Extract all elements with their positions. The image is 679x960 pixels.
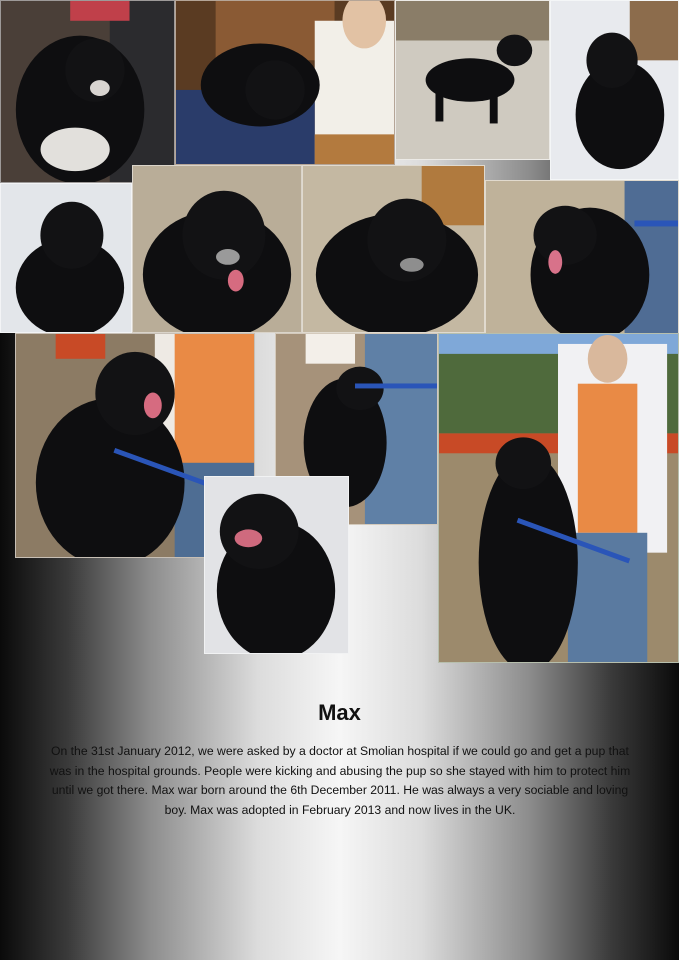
page-title: Max — [318, 700, 361, 725]
photo-puppy-standing-snow — [395, 0, 550, 160]
photo-dog-standing-with-boy — [438, 333, 679, 663]
story-text: On the 31st January 2012, we were asked by a doctor at Smolian hospital if we could go and get a pup that was in the hospital grounds. People were kicking and abusing the pup so she stayed with him to protect him until we got there. Max war born around the 6th December 2011. He was always a very sociable and loving boy. Max was adopted in February 2013 and now lives in the UK. — [49, 744, 631, 817]
photo-dog-closeup-white — [204, 476, 349, 654]
photo-puppy-closeup-snow — [0, 183, 132, 333]
photo-puppy-with-boy — [175, 0, 395, 165]
photo-dog-face-tongue — [132, 165, 302, 333]
photo-puppy-on-lap — [0, 0, 175, 183]
photo-puppy-sitting-snow — [550, 0, 679, 180]
photo-dog-profile-tongue — [485, 180, 679, 340]
photo-dog-face-smiling — [302, 165, 485, 333]
